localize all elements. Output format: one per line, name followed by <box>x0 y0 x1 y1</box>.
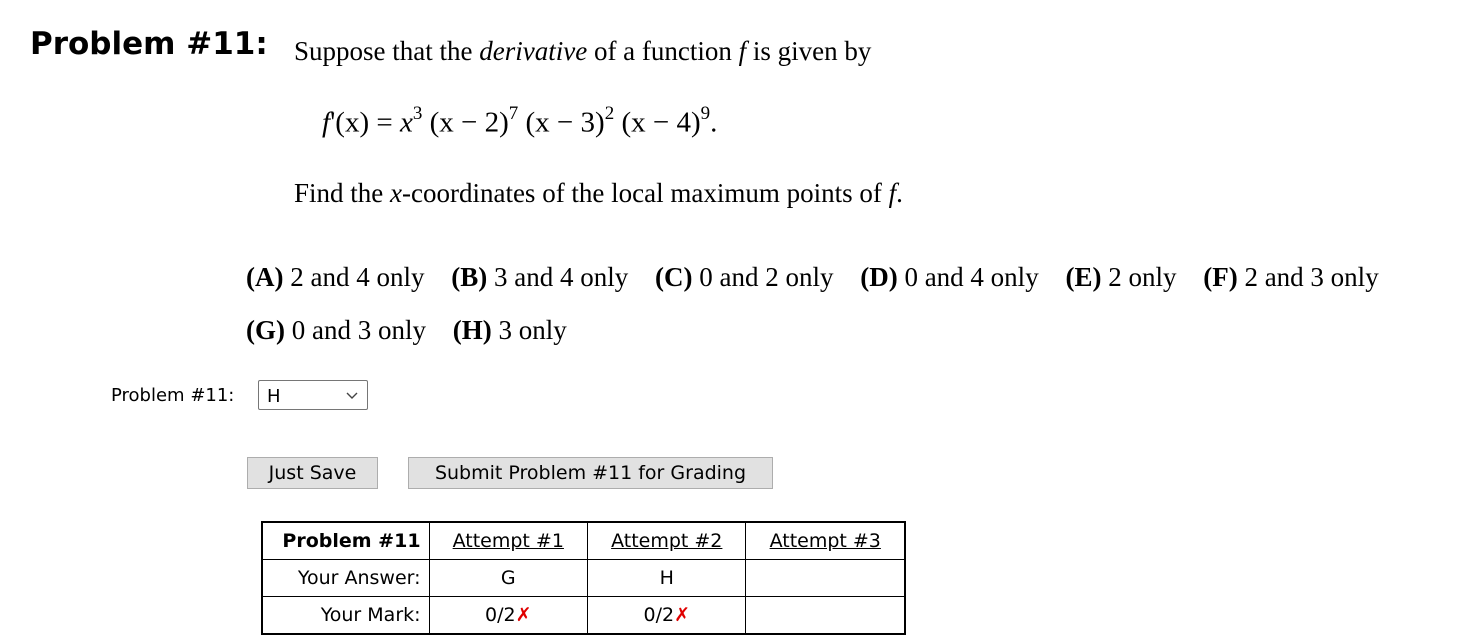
choice-c <box>655 262 833 292</box>
your-answer-label: Your Answer: <box>262 560 429 597</box>
choice-h <box>453 315 567 345</box>
choice-letter: (B) <box>451 262 488 292</box>
choice-letter: (A) <box>246 262 284 292</box>
choice-letter: (G) <box>246 315 285 345</box>
choice-letter: (H) <box>452 315 492 345</box>
eq-end: . <box>710 106 718 139</box>
eq-term-4: (x − 4) <box>621 106 701 139</box>
choice-a <box>246 262 424 292</box>
submit-for-grading-button[interactable]: Submit Problem #11 for Grading <box>408 457 773 489</box>
function-variable: f <box>738 36 747 66</box>
mark-value: 0/2 <box>643 604 675 626</box>
chevron-down-icon <box>346 389 358 401</box>
choice-text: 2 only <box>1101 262 1177 292</box>
choice-text: 0 and 3 only <box>284 315 426 345</box>
question-text <box>294 178 903 209</box>
answer-selected-value: H <box>267 386 281 407</box>
choice-text: 2 and 3 only <box>1237 262 1379 292</box>
table-row <box>262 522 905 560</box>
statement-text: of a function <box>587 36 739 66</box>
attempts-table-title: Problem #11 <box>262 522 429 560</box>
statement-text: Suppose that the <box>294 36 480 66</box>
question-part: -coordinates of the local maximum points of <box>402 178 889 208</box>
choices-row <box>246 315 587 346</box>
question-part: Find the <box>294 178 391 208</box>
choice-text: 2 and 4 only <box>283 262 425 292</box>
attempt-1-answer: G <box>429 560 587 597</box>
choice-text: 3 and 4 only <box>487 262 629 292</box>
statement-emphasis: derivative <box>479 36 588 66</box>
eq-exp-4: 9 <box>700 103 711 124</box>
wrong-x-icon: ✗ <box>515 604 532 626</box>
derivative-equation <box>322 105 717 140</box>
attempt-1-header[interactable] <box>429 522 587 560</box>
choice-e <box>1065 262 1176 292</box>
attempt-2-mark <box>588 597 746 635</box>
choice-g <box>246 315 426 345</box>
eq-exp-1: 3 <box>412 103 423 124</box>
attempt-3-link[interactable]: Attempt #3 <box>769 530 881 552</box>
choice-letter: (C) <box>654 262 693 292</box>
eq-term-3: (x − 3) <box>525 106 605 139</box>
choice-d <box>860 262 1038 292</box>
table-row <box>262 597 905 635</box>
eq-exp-3: 2 <box>604 103 615 124</box>
choice-text: 0 and 2 only <box>692 262 834 292</box>
attempt-1-mark <box>429 597 587 635</box>
question-f: f <box>888 178 897 208</box>
answer-label: Problem #11: <box>111 385 235 406</box>
choices-row <box>246 262 1379 293</box>
problem-heading: Problem #11: <box>30 26 268 62</box>
statement-text: is given by <box>746 36 872 66</box>
choice-letter: (F) <box>1203 262 1238 292</box>
attempt-3-mark <box>746 597 905 635</box>
eq-exp-2: 7 <box>508 103 519 124</box>
your-mark-label: Your Mark: <box>262 597 429 635</box>
question-var: x <box>390 178 402 208</box>
table-row <box>262 560 905 597</box>
attempt-2-header[interactable] <box>588 522 746 560</box>
choice-text: 3 only <box>491 315 567 345</box>
just-save-button[interactable]: Just Save <box>247 457 378 489</box>
attempt-2-link[interactable]: Attempt #2 <box>611 530 723 552</box>
eq-term-2: (x − 2) <box>429 106 509 139</box>
wrong-x-icon: ✗ <box>674 604 690 626</box>
mark-value: 0/2 <box>485 604 516 626</box>
attempt-2-answer: H <box>588 560 746 597</box>
eq-f: f <box>322 106 331 139</box>
eq-term-1: x <box>399 106 413 139</box>
eq-lhs: '(x) = <box>330 106 400 139</box>
choice-letter: (E) <box>1065 262 1102 292</box>
choice-b <box>451 262 628 292</box>
attempt-1-link[interactable]: Attempt #1 <box>452 530 564 552</box>
answer-select[interactable] <box>258 380 368 410</box>
choice-f <box>1203 262 1378 292</box>
attempts-table <box>261 521 906 635</box>
choice-letter: (D) <box>860 262 898 292</box>
attempt-3-header[interactable] <box>746 522 905 560</box>
question-part: . <box>896 178 903 208</box>
attempt-3-answer <box>746 560 905 597</box>
choice-text: 0 and 4 only <box>897 262 1039 292</box>
problem-statement <box>294 36 871 67</box>
